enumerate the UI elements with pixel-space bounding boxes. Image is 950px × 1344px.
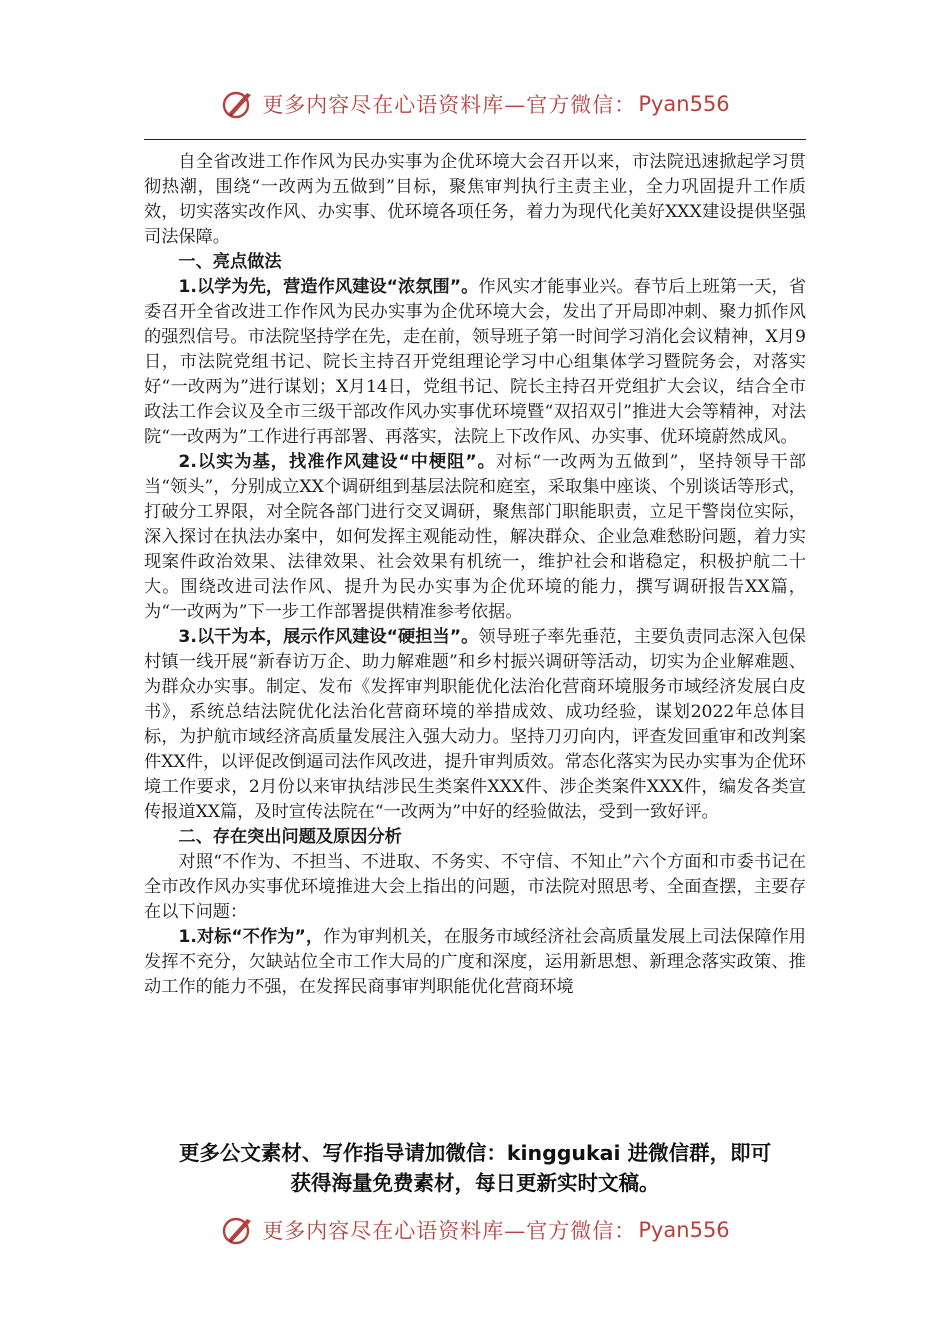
header-banner-brand: Pyan556 <box>638 92 730 116</box>
paragraph-lead: 1.对标“不作为”， <box>178 927 324 947</box>
paragraph-1-3 <box>144 625 806 825</box>
intro-paragraph: 自全省改进工作作风为民办实事为企优环境大会召开以来，市法院迅速掀起学习贯彻热潮，围绕“一改两为五做到”目标，聚焦审判执行主责主业，全力巩固提升工作质效，切实落实改作风、办实事、优环境各项任务，着力为现代化美好XXX建设提供坚强司法保障。 <box>144 152 806 247</box>
promo-line-1: 更多公文素材、写作指导请加微信：kinggukai 进微信群，即可 <box>178 1141 772 1165</box>
promo-line-2: 获得海量免费素材，每日更新实时文稿。 <box>290 1171 660 1195</box>
section-heading-1: 一、亮点做法 <box>178 252 282 272</box>
header-banner <box>0 82 950 126</box>
promo-notice <box>100 1138 850 1198</box>
footer-banner-brand: Pyan556 <box>638 1218 730 1242</box>
paragraph-2-intro: 对照“不作为、不担当、不进取、不务实、不守信、不知止”六个方面和市委书记在全市改作风办实事优环境推进大会上指出的问题，市法院对照思考、全面查摆，主要存在以下问题： <box>144 852 806 922</box>
header-divider <box>144 139 806 140</box>
header-banner-text: 更多内容尽在心语资料库—官方微信： <box>262 93 637 117</box>
paragraph-lead: 1.以学为先，营造作风建设“浓氛围”。 <box>178 277 479 297</box>
pen-circle-icon <box>220 86 256 122</box>
paragraph-lead: 2.以实为基，找准作风建设“中梗阻”。 <box>178 452 496 472</box>
footer-banner-text: 更多内容尽在心语资料库—官方微信： <box>262 1219 637 1243</box>
document-body <box>144 150 806 1000</box>
paragraph-1-1 <box>144 275 806 450</box>
paragraph-text: 领导班子率先垂范，主要负责同志深入包保村镇一线开展“新春访万企、助力解难题”和乡村振兴调研等活动，切实为企业解难题、为群众办实事。制定、发布《发挥审判职能优化法治化营商环境服务市域经济发展白皮书》，系统总结法院优化法治化营商环境的举措成效、成功经验，谋划2022年总体目标，为护航市域经济高质量发展注入强大动力。坚持刀刃向内，评查发回重审和改判案件XX件，以评促改倒逼司法作风改进，提升审判质效。常态化落实为民办实事为企优环境工作要求，2月份以来审执结涉民生类案件XXX件、涉企类案件XXX件，编发各类宣传报道XX篇，及时宣传法院在“一改两为”中好的经验做法，受到一致好评。 <box>144 627 806 822</box>
paragraph-lead: 3.以干为本，展示作风建设“硬担当”。 <box>178 627 479 647</box>
paragraph-1-2 <box>144 450 806 625</box>
paragraph-2-1 <box>144 925 806 1000</box>
pen-circle-icon <box>220 1212 256 1248</box>
paragraph-text: 作为审判机关，在服务市域经济社会高质量发展上司法保障作用发挥不充分，欠缺站位全市工作大局的广度和深度，运用新思想、新理念落实政策、推动工作的能力不强，在发挥民商事审判职能优化营商环境 <box>144 927 806 997</box>
paragraph-text: 对标“一改两为五做到”，坚持领导干部当“领头”，分别成立XX个调研组到基层法院和庭室，采取集中座谈、个别谈话等形式，打破分工界限，对全院各部门进行交叉调研，聚焦部门职能职责，立足干警岗位实际，深入探讨在执法办案中，如何发挥主观能动性，解决群众、企业急难愁盼问题，着力实现案件政治效果、法律效果、社会效果有机统一，维护社会和谐稳定，积极护航二十大。围绕改进司法作风、提升为民办实事为企优环境的能力，撰写调研报告XX篇，为“一改两为”下一步工作部署提供精准参考依据。 <box>144 452 806 622</box>
footer-banner <box>0 1208 950 1252</box>
section-heading-2: 二、存在突出问题及原因分析 <box>178 827 402 847</box>
paragraph-text: 作风实才能事业兴。春节后上班第一天，省委召开全省改进工作作风为民办实事为企优环境大会，发出了开局即冲刺、聚力抓作风的强烈信号。市法院坚持学在先，走在前，领导班子第一时间学习消化会议精神，X月9日，市法院党组书记、院长主持召开党组理论学习中心组集体学习暨院务会，对落实好“一改两为”进行谋划；X月14日，党组书记、院长主持召开党组扩大会议，结合全市政法工作会议及全市三级干部改作风办实事优环境暨“双招双引”推进大会等精神，对法院“一改两为”工作进行再部署、再落实，法院上下改作风、办实事、优环境蔚然成风。 <box>144 277 806 447</box>
